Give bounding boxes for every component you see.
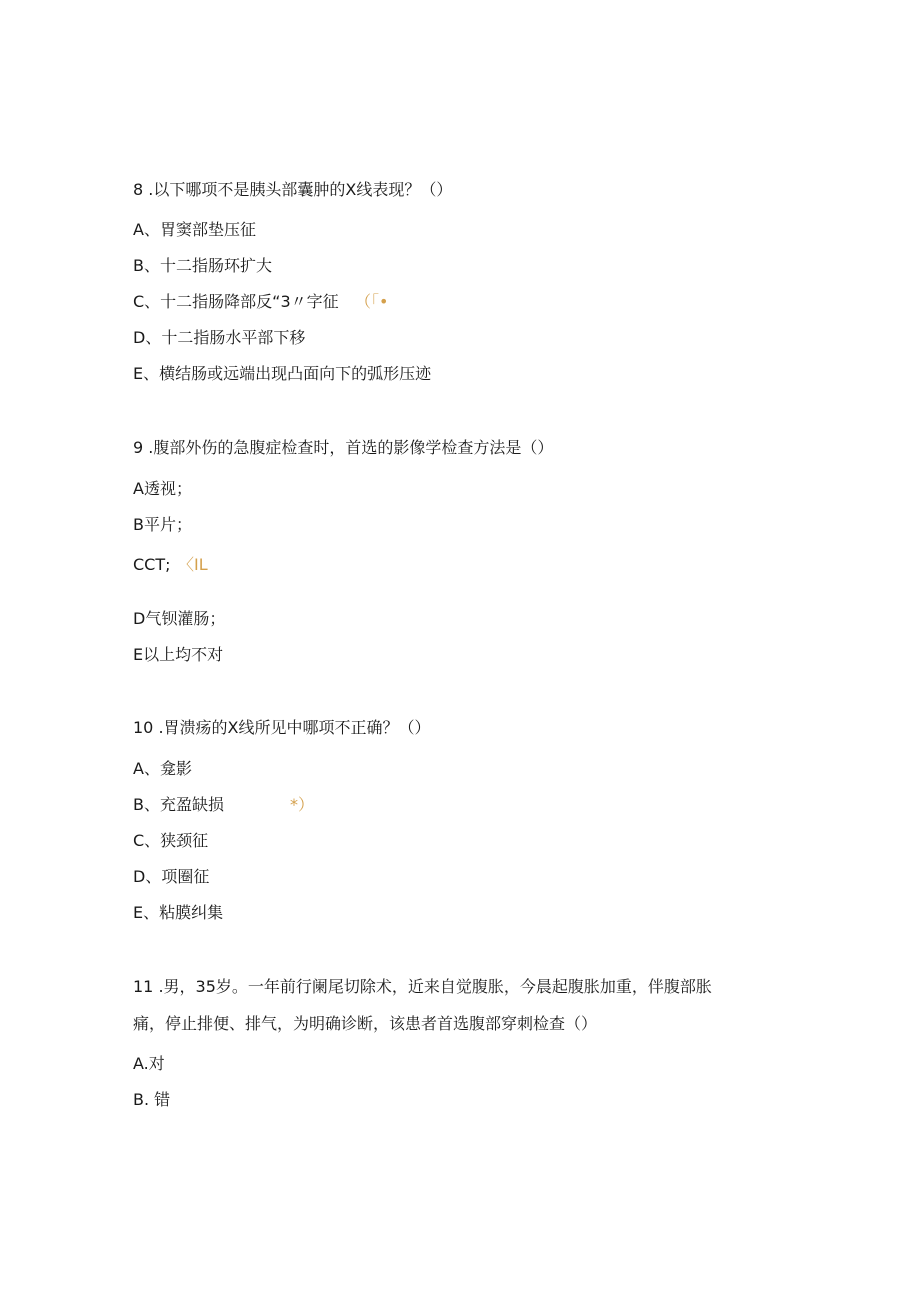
question-9-handwritten-mark: 〈IL — [178, 555, 208, 574]
question-10-option-a: A、龛影 — [133, 759, 192, 778]
question-10-option-b: B、充盈缺损 — [133, 795, 224, 814]
question-8-option-c: C、十二指肠降部反“3〃字征 — [133, 292, 339, 311]
question-10-option-e: E、粘膜纠集 — [133, 903, 224, 922]
question-9-stem: 9 .腹部外伤的急腹症检查时，首选的影像学检查方法是（） — [133, 438, 554, 457]
question-10-option-d: D、项圈征 — [133, 867, 210, 886]
question-10-option-c: C、狭颈征 — [133, 831, 209, 850]
question-9-option-b: B平片； — [133, 515, 192, 534]
question-9-option-c: CCT; — [133, 555, 171, 574]
question-9-option-a: A透视； — [133, 479, 192, 498]
question-8-option-b: B、十二指肠环扩大 — [133, 256, 272, 275]
question-11-stem-line-2: 痛，停止排便、排气，为明确诊断，该患者首选腹部穿刺检查（） — [133, 1014, 598, 1033]
question-10-stem: 10 .胃溃疡的X线所见中哪项不正确？（） — [133, 718, 431, 737]
question-9-option-d: D气钡灌肠； — [133, 609, 226, 628]
question-8-handwritten-mark: （「• — [355, 292, 389, 311]
question-10-handwritten-mark: *） — [290, 795, 315, 814]
question-8-stem: 8 .以下哪项不是胰头部囊肿的X线表现？（） — [133, 180, 453, 199]
question-11-option-a: A.对 — [133, 1054, 165, 1073]
question-8-option-d: D、十二指肠水平部下移 — [133, 328, 306, 347]
question-8-option-e: E、横结肠或远端出现凸面向下的弧形压迹 — [133, 364, 432, 383]
question-11-option-b: B. 错 — [133, 1090, 171, 1109]
question-8-option-a: A、胃窦部垫压征 — [133, 220, 256, 239]
question-11-stem-line-1: 11 .男，35岁。一年前行阑尾切除术，近来自觉腹胀，今晨起腹胀加重，伴腹部胀 — [133, 977, 712, 996]
question-9-option-e: E以上均不对 — [133, 645, 224, 664]
